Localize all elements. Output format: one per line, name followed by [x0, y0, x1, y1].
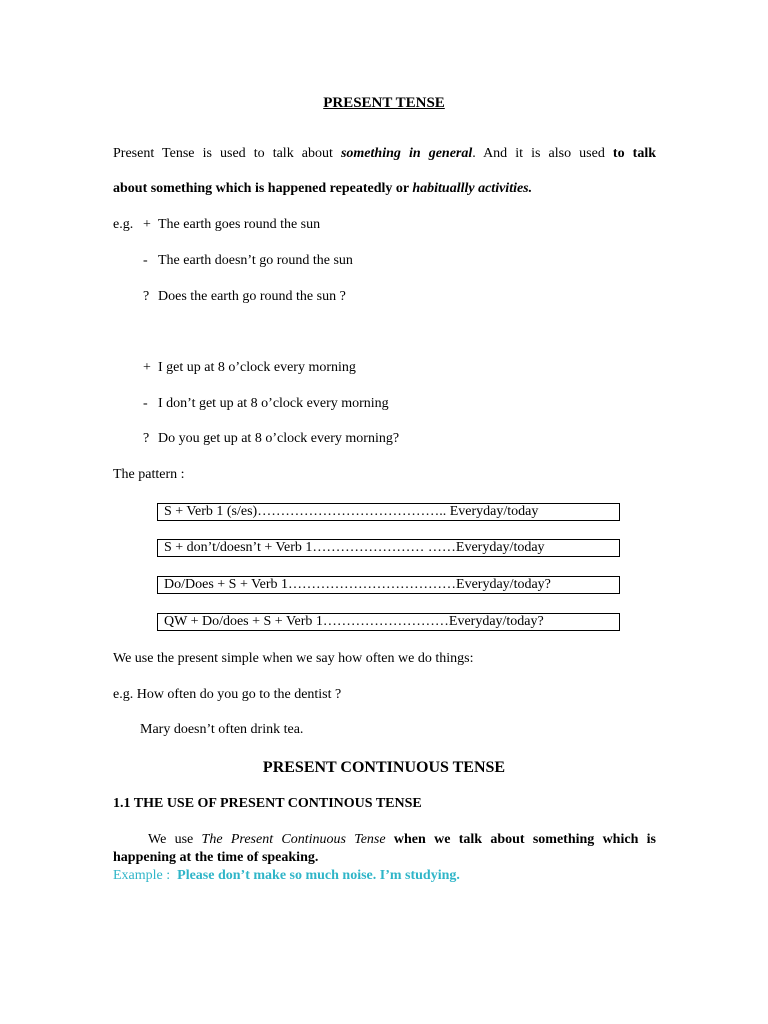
example1-sign-question: ?	[143, 289, 150, 304]
pattern-box-wh-question: QW + Do/does + S + Verb 1………………………Everyday/today?	[157, 613, 620, 631]
pattern-box-question: Do/Does + S + Verb 1………………………………Everyday/today?	[157, 576, 620, 594]
often-example-2: Mary doesn’t often drink tea.	[140, 722, 304, 737]
example1-sign-positive: +	[143, 217, 151, 232]
example2-sign-positive: +	[143, 360, 151, 375]
example1-positive: The earth goes round the sun	[158, 217, 321, 232]
example-label: e.g.	[113, 217, 134, 232]
example-sentence-cyan: Please don’t make so much noise. I’m studying.	[177, 868, 460, 883]
example2-sign-question: ?	[143, 431, 150, 446]
example-label-cyan: Example :	[113, 868, 171, 883]
continuous-line-2: happening at the time of speaking.	[113, 850, 319, 865]
continuous-text-bold: when we talk about something which is	[385, 832, 656, 847]
example2-negative: I don’t get up at 8 o’clock every morning	[158, 396, 389, 411]
intro-line-2-bold: about something which is happened repeatedly or	[113, 181, 413, 196]
pattern-label: The pattern :	[113, 467, 185, 482]
intro-text-bold: to talk	[612, 146, 657, 161]
continuous-example	[113, 868, 460, 884]
often-intro: We use the present simple when we say how often we do things:	[113, 651, 474, 666]
example1-sign-negative: -	[143, 253, 148, 268]
often-example: e.g. How often do you go to the dentist ?	[113, 687, 342, 702]
intro-emphasis-general: something in general	[340, 146, 473, 161]
intro-emphasis-habitual: habituallly activities.	[412, 181, 533, 196]
continuous-tense-name: The Present Continuous Tense	[201, 832, 386, 847]
example2-positive: I get up at 8 o’clock every morning	[158, 360, 356, 375]
example1-question: Does the earth go round the sun ?	[158, 289, 346, 304]
pattern-box-positive: S + Verb 1 (s/es)………………………………….. Everyday/today	[157, 503, 620, 521]
intro-line-1	[113, 146, 656, 162]
heading-present-tense: PRESENT TENSE	[323, 95, 445, 111]
intro-text-a: Present Tense is used to talk about	[113, 146, 341, 161]
pattern-box-negative: S + don’t/doesn’t + Verb 1…………………… ……Everyday/today	[157, 539, 620, 557]
intro-text-b: . And it is also used	[472, 146, 613, 161]
example1-negative: The earth doesn’t go round the sun	[158, 253, 353, 268]
example2-sign-negative: -	[143, 396, 148, 411]
example2-question: Do you get up at 8 o’clock every morning?	[158, 431, 400, 446]
intro-line-2	[113, 181, 532, 197]
subheading-use: 1.1 THE USE OF PRESENT CONTINOUS TENSE	[113, 796, 422, 811]
continuous-text-a: We use	[148, 832, 202, 847]
heading-present-continuous: PRESENT CONTINUOUS TENSE	[262, 759, 506, 776]
continuous-line-1	[113, 832, 656, 848]
